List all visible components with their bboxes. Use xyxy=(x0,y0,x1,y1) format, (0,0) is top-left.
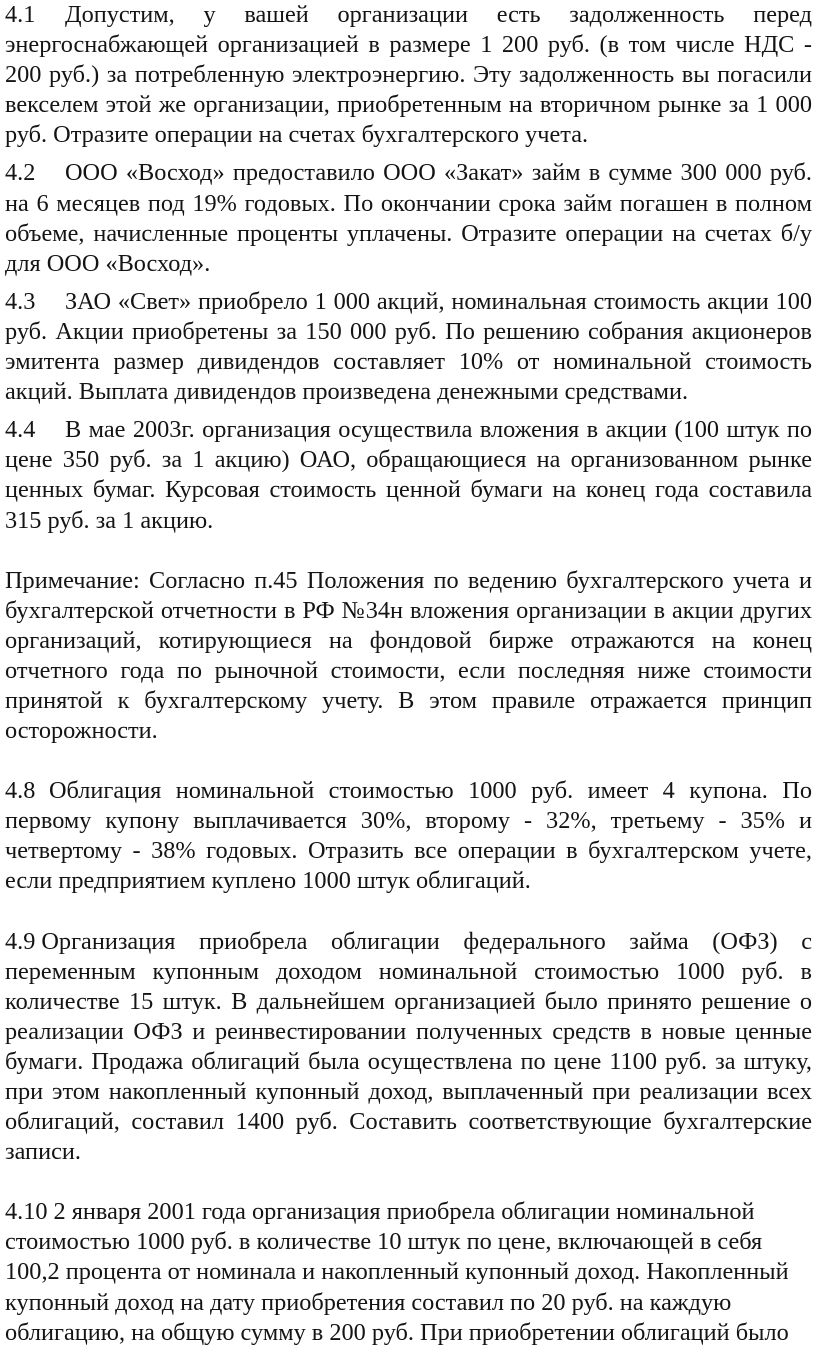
task-4-10 xyxy=(5,1197,812,1347)
note-text: Примечание: Согласно п.45 Положения по ведению бухгалтерского учета и бухгалтерской отчетности в РФ №34н вложения организации в акции других организаций, котирующиеся на фондовой бирже отражаются на конец отчетного года по рыночной стоимости, если последняя ниже стоимости принятой к бухгалтерскому учету. В этом правиле отражается принцип осторожности. xyxy=(5,566,812,745)
task-text: ООО «Восход» предоставило ООО «Закат» займ в сумме 300 000 руб. на 6 месяцев под 19% годовых. По окончании срока займ погашен в полном объеме, начисленные проценты уплачены. Отразите операции на счетах б/у для ООО «Восход». xyxy=(5,159,812,277)
task-text: ЗАО «Свет» приобрело 1 000 акций, номинальная стоимость акции 100 руб. Акции приобретены за 150 000 руб. По решению собрания акционеров эмитента размер дивидендов составляет 10% от номинальной стоимость акций. Выплата дивидендов произведена денежными средствами. xyxy=(5,287,812,406)
task-4-2 xyxy=(5,158,812,278)
task-4-3 xyxy=(5,287,812,407)
task-4-4 xyxy=(5,415,812,535)
task-number: 4.4 xyxy=(5,416,36,444)
task-text: Облигация номинальной стоимостью 1000 руб. имеет 4 купона. По первому купону выплачивается 30%, второму - 32%, третьему - 35% и четвертому - 38% годовых. Отразить все операции в бухгалтерском учете, если предприятием куплено 1000 штук облигаций. xyxy=(5,777,812,895)
task-text: В мае 2003г. организация осуществила вложения в акции (100 штук по цене 350 руб. за 1 акцию) ОАО, обращающиеся на организованном рынке ценных бумаг. Курсовая стоимость ценной бумаги на конец года составила 315 руб. за 1 акцию. xyxy=(5,416,812,534)
task-number: 4.10 xyxy=(5,1198,48,1226)
task-4-9 xyxy=(5,927,812,1168)
task-number: 4.3 xyxy=(5,287,36,315)
task-4-1 xyxy=(5,0,812,150)
task-number: 4.2 xyxy=(5,159,36,187)
task-number: 4.9 xyxy=(5,927,36,955)
document-page xyxy=(5,0,812,1348)
task-text: Допустим, у вашей организации есть задолженность перед энергоснабжающей организацией в размере 1 200 руб. (в том числе НДС - 200 руб.) за потребленную электроэнергию. Эту задолженность вы погасили векселем этой же организации, приобретенным на вторичном рынке за 1 000 руб. Отразите операции на счетах бухгалтерского учета. xyxy=(5,1,812,149)
task-text: 2 января 2001 года организация приобрела облигации номинальной стоимостью 1000 руб. в количестве 10 штук по цене, включающей в себя 100,2 процента от номинала и накопленный купонный доход. Накопленный купонный доход на дату приобретения составил по 20 руб. на каждую облигацию, на общую сумму в 200 руб. При приобретении облигаций было xyxy=(5,1198,789,1346)
task-number: 4.1 xyxy=(5,1,36,28)
task-4-8 xyxy=(5,776,812,896)
note-paragraph xyxy=(5,566,812,747)
task-number: 4.8 xyxy=(5,777,36,805)
task-text: Организация приобрела облигации федерального займа (ОФЗ) с переменным купонным доходом номинальной стоимостью 1000 руб. в количестве 15 штук. В дальнейшем организацией было принято решение о реализации ОФЗ и реинвестировании полученных средств в новые ценные бумаги. Продажа облигаций была осуществлена по цене 1100 руб. за штуку, при этом накопленный купонный доход, выплаченный при реализации всех облигаций, составил 1400 руб. Составить соответствующие бухгалтерские записи. xyxy=(5,927,812,1166)
